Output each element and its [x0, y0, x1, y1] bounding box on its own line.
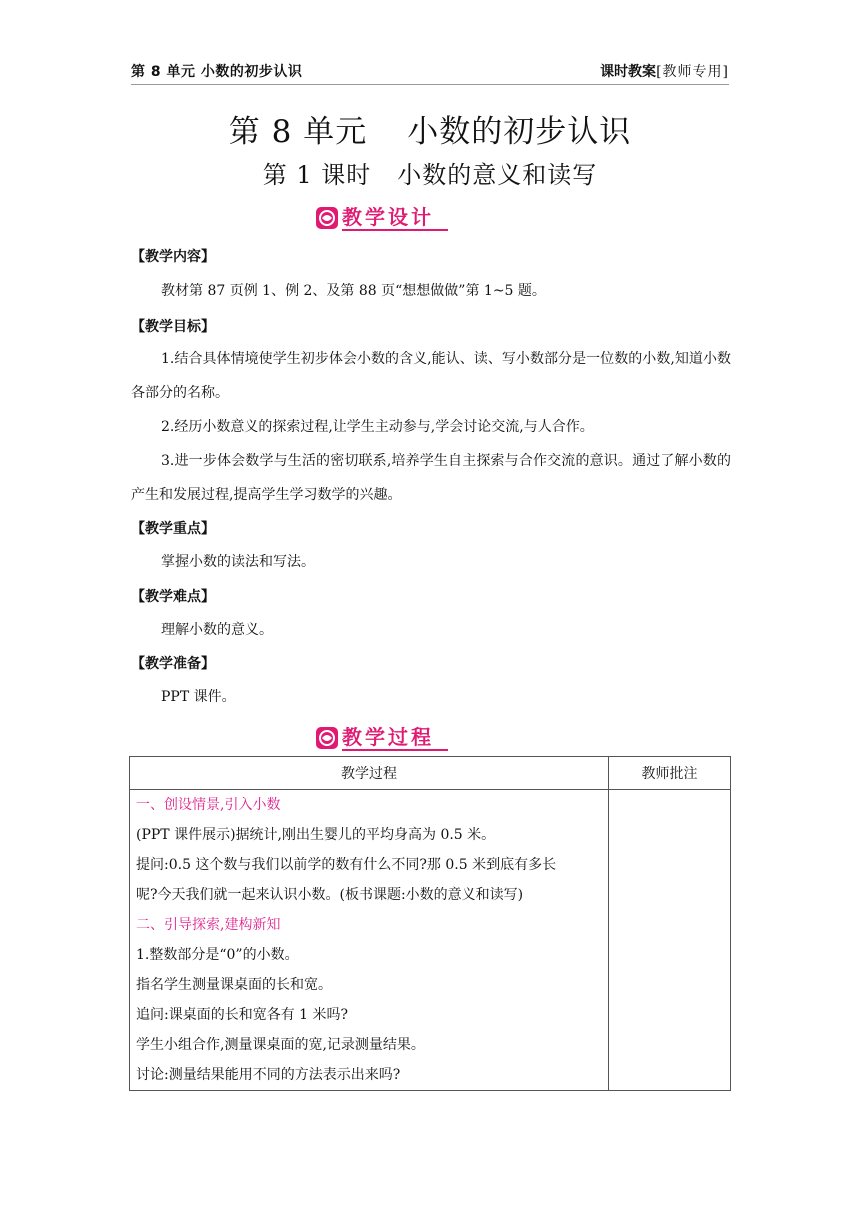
running-header-right — [600, 61, 729, 81]
unit-name: 小数的初步认识 — [407, 114, 632, 150]
header-right-main: 课时教案 — [600, 64, 657, 80]
goal-1: 1.结合具体情境使学生初步体会小数的含义,能认、读、写小数部分是一位数的小数,知道小数各部分的名称。 — [131, 351, 731, 401]
process-line: 呢?今天我们就一起来认识小数。(板书课题:小数的意义和读写) — [136, 887, 524, 903]
process-line: 提问:0.5 这个数与我们以前学的数有什么不同?那 0.5 米到底有多长 — [136, 857, 557, 873]
process-line: 学生小组合作,测量课桌面的宽,记录测量结果。 — [136, 1037, 425, 1053]
process-line: 1.整数部分是“0”的小数。 — [136, 947, 299, 963]
unit-title — [0, 106, 860, 151]
content-label: 【教学内容】 — [131, 249, 215, 265]
header-divider — [131, 84, 729, 85]
goal-2: 2.经历小数意义的探索过程,让学生主动参与,学会讨论交流,与人合作。 — [161, 419, 594, 435]
process-line: 指名学生测量课桌面的长和宽。 — [136, 977, 332, 993]
key-label: 【教学重点】 — [131, 521, 215, 537]
key-text: 掌握小数的读法和写法。 — [161, 554, 315, 570]
goals-label: 【教学目标】 — [131, 319, 215, 335]
process-table — [129, 756, 731, 1091]
difficulty-text: 理解小数的意义。 — [161, 622, 273, 638]
process-line: 一、创设情景,引入小数 — [136, 797, 281, 813]
running-header-left: 第 8 单元 小数的初步认识 — [131, 64, 303, 80]
process-line: (PPT 课件展示)据统计,刚出生婴儿的平均身高为 0.5 米。 — [136, 827, 496, 843]
teacher-notes-cell — [609, 790, 731, 1091]
unit-number: 第 8 单元 — [228, 114, 368, 150]
prep-text: PPT 课件。 — [161, 689, 236, 705]
process-line: 讨论:测量结果能用不同的方法表示出来吗? — [136, 1067, 401, 1083]
col-header-process: 教学过程 — [130, 757, 609, 790]
process-line: 追问:课桌面的长和宽各有 1 米吗? — [136, 1007, 349, 1023]
table-row — [130, 790, 731, 1091]
lesson-number: 第 1 课时 — [262, 161, 372, 189]
banner-process-text: 教学过程 — [342, 725, 448, 751]
banner-teaching-process — [316, 723, 448, 753]
goal-3: 3.进一步体会数学与生活的密切联系,培养学生自主探索与合作交流的意识。通过了解小数的产生和发展过程,提高学生学习数学的兴趣。 — [131, 453, 731, 503]
process-line: 二、引导探索,建构新知 — [136, 917, 281, 933]
process-cell — [130, 790, 609, 1091]
banner-design-text: 教学设计 — [342, 205, 448, 231]
prep-label: 【教学准备】 — [131, 656, 215, 672]
banner-teaching-design — [316, 203, 448, 233]
col-header-notes: 教师批注 — [609, 757, 731, 790]
table-header-row — [130, 757, 731, 790]
lesson-title — [0, 155, 860, 190]
header-right-tag: [教师专用] — [656, 64, 729, 80]
swirl-logo-icon — [316, 727, 338, 749]
content-text: 教材第 87 页例 1、例 2、及第 88 页“想想做做”第 1~5 题。 — [161, 283, 546, 299]
lesson-name: 小数的意义和读写 — [397, 161, 598, 189]
difficulty-label: 【教学难点】 — [131, 589, 215, 605]
swirl-logo-icon — [316, 207, 338, 229]
